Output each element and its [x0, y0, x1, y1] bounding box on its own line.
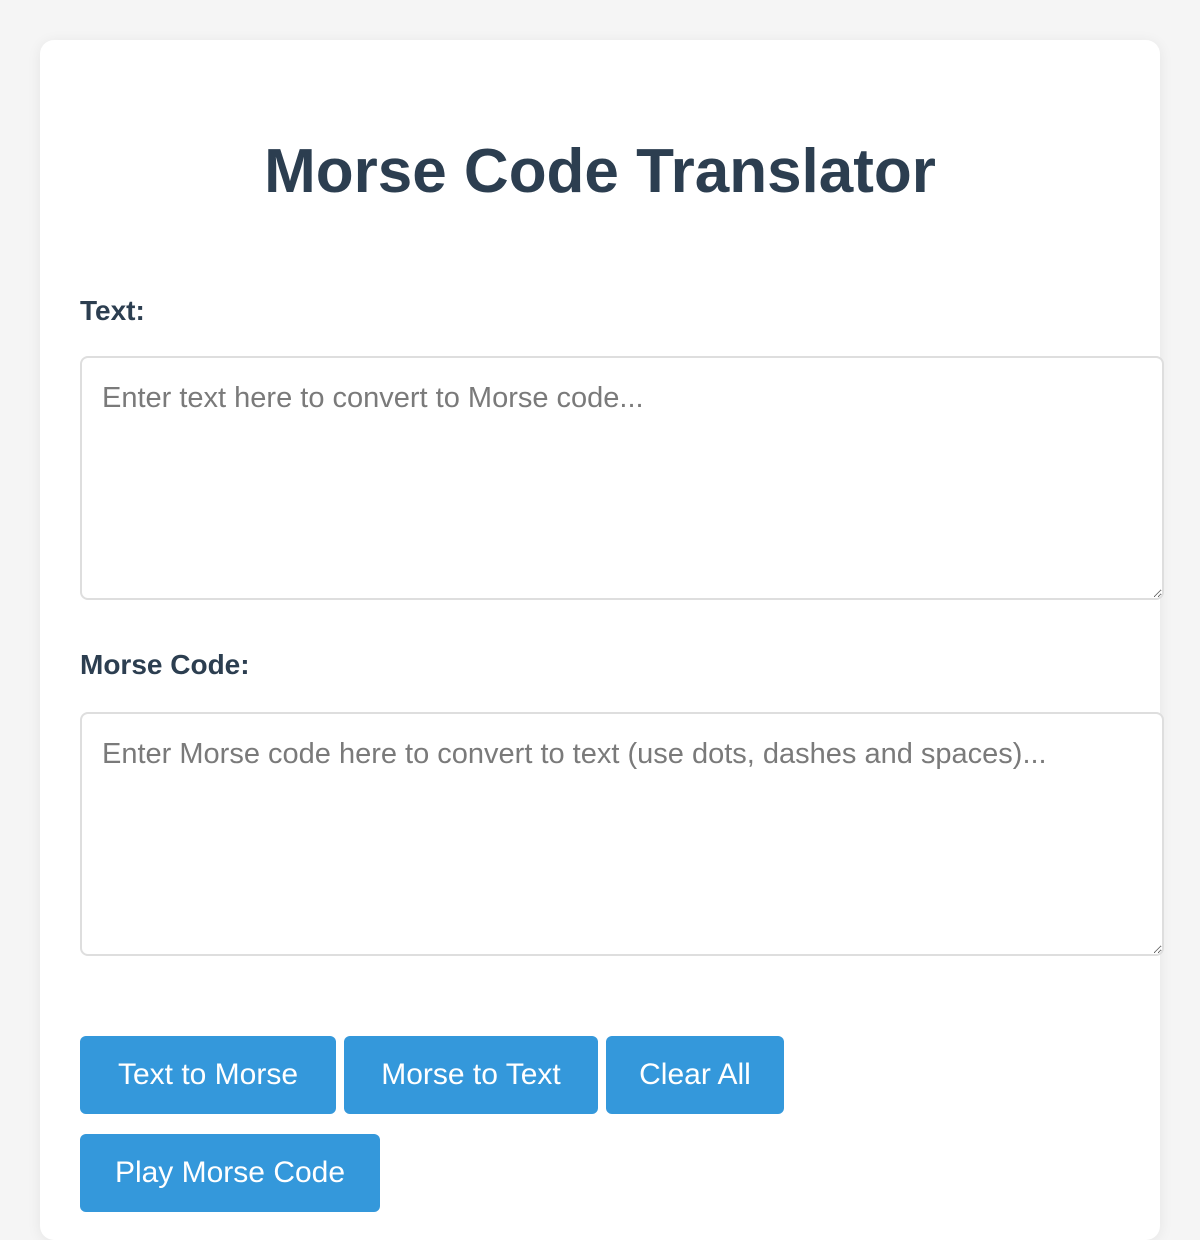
- play-morse-code-button[interactable]: Play Morse Code: [80, 1134, 380, 1212]
- morse-to-text-button[interactable]: Morse to Text: [344, 1036, 598, 1114]
- morse-code-label: Morse Code:: [80, 649, 250, 680]
- page-title: Morse Code Translator: [264, 137, 936, 206]
- text-to-morse-button[interactable]: Text to Morse: [80, 1036, 336, 1114]
- translator-card: [40, 40, 1160, 1240]
- clear-all-button[interactable]: Clear All: [606, 1036, 784, 1114]
- text-input[interactable]: [80, 356, 1164, 600]
- morse-code-input[interactable]: [80, 712, 1164, 956]
- text-label: Text:: [80, 295, 145, 326]
